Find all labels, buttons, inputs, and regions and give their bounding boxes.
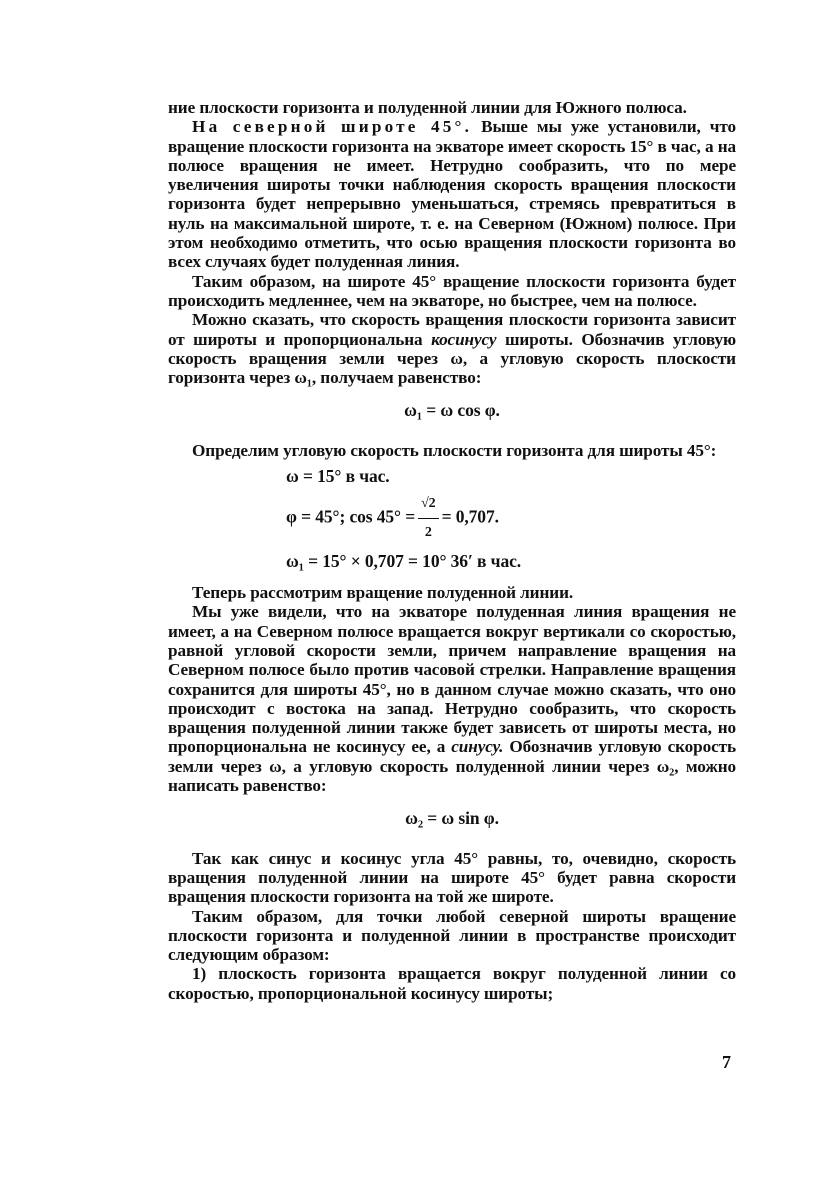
paragraph-3 (168, 310, 736, 387)
calc-line-3: ω₁ = 15° × 0,707 = 10° 36′ в час. (286, 551, 522, 572)
formula-cos: ω₁ = ω cos φ. (404, 400, 500, 421)
paragraph-6 (168, 602, 736, 795)
fraction (418, 490, 438, 547)
paragraph-6-text-a: Мы уже видели, что на экваторе полуденная линия вращения не имеет, а на Северном полюсе вращается вокруг вертикали со скоростью, равной угловой скорости земли, причем направление вращения на Северном полюсе было против часовой стрелки. Направление вращения сохранится для широты 45°, но в данном случае можно сказать, что оно происходит с востока на запад. Нетрудно сообразить, что скорость вращения полуденной линии также будет зависеть от широты места, но пропорциональна не косинусу ее, а (168, 602, 736, 757)
formula-sin: ω₂ = ω sin φ. (405, 808, 499, 829)
emphasis-cosine: косинусу (431, 329, 497, 349)
fraction-denominator: 2 (424, 525, 432, 541)
paragraph-2: Таким образом, на широте 45° вращение плоскости горизонта будет происходить медленнее, чем на экваторе, но быстрее, чем на полюсе. (168, 271, 736, 310)
calc-line-2-a: φ = 45°; cos 45° = (286, 506, 416, 527)
calc-line-1: ω = 15° в час. (286, 466, 390, 487)
paragraph-3-text-a: Можно сказать, что скорость вращения плоскости горизонта зависит от широты и пропорциональна (168, 310, 736, 349)
paragraph-5: Теперь рассмотрим вращение полуденной линии. (192, 583, 574, 603)
paragraph-0: ние плоскости горизонта и полуденной линии для Южного полюса. (168, 98, 687, 117)
paragraph-8: Таким образом, для точки любой северной широты вращение плоскости горизонта и полуденной линии в пространстве происходит следующим образом: (168, 906, 736, 965)
paragraph-4: Определим угловую скорость плоскости горизонта для широты 45°: (192, 440, 717, 460)
paragraph-1 (168, 117, 736, 271)
paragraph-6-text-b: Обозначив угловую скорость земли через ω, а угловую скорость полуденной линии через ω₂, можно написать равенство: (168, 737, 736, 796)
page-number: 7 (722, 1052, 731, 1072)
paragraph-3-text-b: широты. Обозначив угловую скорость вращения земли через ω, а угловую скорость плоскости горизонта через ω₁, получаем равенство: (168, 329, 736, 388)
section-lead: На северной широте 45°. (192, 117, 473, 137)
emphasis-sine: синусу. (451, 737, 504, 757)
calculation-block (286, 462, 736, 575)
paragraph-9: 1) плоскость горизонта вращается вокруг полуденной линии со скоростью, пропорциональной косинусу широты; (168, 964, 736, 1003)
calc-line-2-b: = 0,707. (441, 506, 499, 527)
paragraph-1-text: Выше мы уже установили, что вращение плоскости горизонта на экваторе имеет скорость 15° в час, а на полюсе вращения не имеет. Нетрудно сообразить, что по мере увеличения широты точки наблюдения скорость вращения плоскости горизонта будет непрерывно уменьшаться, стремясь превратиться в нуль на максимальной широте, т. е. на Северном (Южном) полюсе. При этом необходимо отметить, что осью вращения плоскости горизонта во всех случаях будет полуденная линия. (168, 117, 736, 272)
calc-line-2 (286, 490, 736, 547)
page-body (168, 98, 736, 1003)
fraction-numerator: √2 (418, 490, 438, 519)
paragraph-7: Так как синус и косинус угла 45° равны, то, очевидно, скорость вращения полуденной линии на широте 45° будет равна скорости вращения плоскости горизонта на той же широте. (168, 848, 736, 907)
